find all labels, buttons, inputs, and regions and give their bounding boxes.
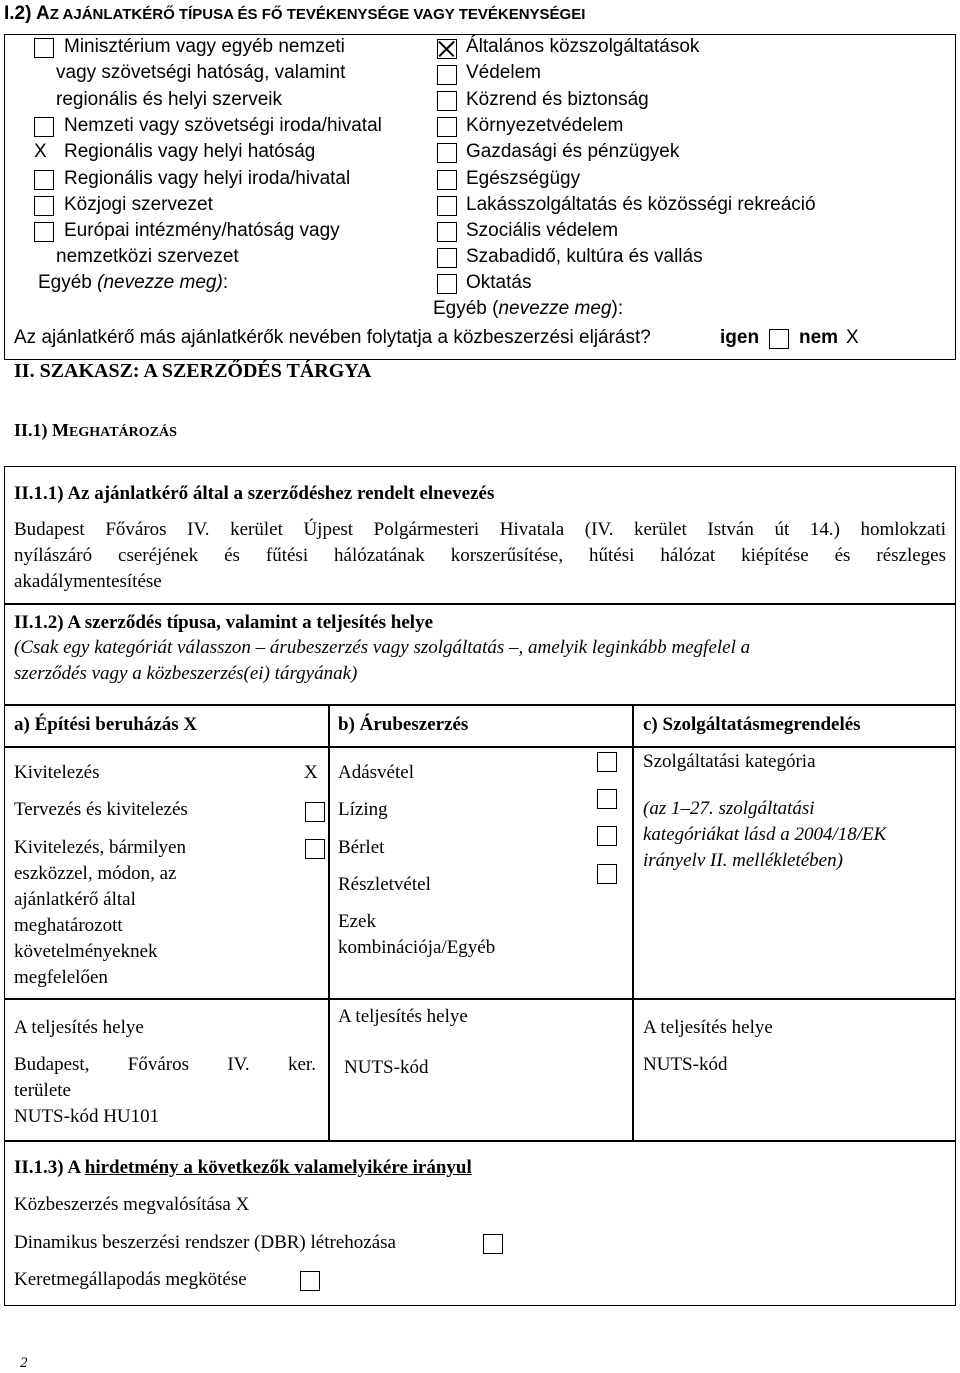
table-header-border	[4, 746, 956, 748]
option-national-office: Nemzeti vagy szövetségi iroda/hivatal	[64, 115, 382, 136]
checkbox-rental[interactable]	[597, 826, 617, 846]
checkbox-housing[interactable]	[437, 196, 457, 216]
col-b-place-label: A teljesítés helye	[338, 1006, 468, 1027]
option-public-order: Közrend és biztonság	[466, 89, 649, 110]
other-hint: (nevezze meg)	[97, 272, 223, 293]
col-b-item3: Bérlet	[338, 837, 385, 858]
checkbox-any-means[interactable]	[305, 839, 325, 859]
checkbox-health[interactable]	[437, 170, 457, 190]
option-housing: Lakásszolgáltatás és közösségi rekreáció	[466, 194, 816, 215]
ii13-item-dps: Dinamikus beszerzési rendszer (DBR) létrehozása	[14, 1232, 396, 1253]
checkbox-yes[interactable]	[769, 329, 789, 349]
table-col-divider-1	[328, 704, 330, 1141]
checkbox-design-build[interactable]	[305, 802, 325, 822]
col-c-category: Szolgáltatási kategória	[643, 751, 816, 772]
checkbox-ministry[interactable]	[34, 38, 54, 58]
col-b-item2: Lízing	[338, 799, 388, 820]
option-regional-authority: Regionális vagy helyi hatóság	[64, 141, 316, 162]
col-b-item1: Adásvétel	[338, 762, 414, 783]
table-col-divider-2	[632, 704, 634, 1141]
checkbox-general-services[interactable]	[437, 39, 457, 59]
ii12-note-line2: szerződés vagy a közbeszerzés(ei) tárgyának)	[14, 663, 358, 684]
ii11-text-line2: nyílászáró cseréjének és fűtési hálózatának korszerűsítése, hűtési hálózat kiépítése és részleges	[14, 545, 946, 566]
other-colon: :	[222, 272, 229, 293]
col-a-row3-line4: meghatározott	[14, 915, 123, 936]
checkbox-public-law-body[interactable]	[34, 196, 54, 216]
section-heading	[4, 3, 585, 25]
col-a-row1: Kivitelezés	[14, 762, 100, 783]
checkbox-regional-office[interactable]	[34, 170, 54, 190]
answer-yes-label: igen	[720, 327, 760, 348]
subsection-prefix: II.1) M	[14, 420, 69, 440]
col-a-place-value2: területe	[14, 1080, 71, 1101]
checkbox-environment[interactable]	[437, 117, 457, 137]
checkbox-public-order[interactable]	[437, 91, 457, 111]
ii13-item-framework: Keretmegállapodás megkötése	[14, 1269, 247, 1290]
ii12-note-line1: (Csak egy kategóriát válasszon – árubeszerzés vagy szolgáltatás –, amelyik leginkább megfelel a	[14, 637, 751, 658]
checkbox-dps[interactable]	[483, 1234, 503, 1254]
heading-rest: Z AJÁNLATKÉRŐ TÍPUSA ÉS FŐ TEVÉKENYSÉGE VAGY TEVÉKENYSÉGEI	[49, 6, 586, 23]
col-a-row3-line6: megfelelően	[14, 967, 108, 988]
ii13-item-procurement: Közbeszerzés megvalósítása X	[14, 1194, 250, 1215]
table-bottom-border	[4, 1140, 956, 1142]
ii12-title: II.1.2) A szerződés típusa, valamint a teljesítés helye	[14, 612, 434, 633]
col-a-row3-line2: eszközzel, módon, az	[14, 863, 177, 884]
checkbox-purchase[interactable]	[597, 752, 617, 772]
col-b-item5-line2: kombinációja/Egyéb	[338, 937, 496, 958]
col-c-note-line1: (az 1–27. szolgáltatási	[643, 798, 815, 819]
answer-no-label: nem	[799, 327, 839, 348]
col-a-place-value	[14, 1054, 316, 1076]
option-ministry-line3: regionális és helyi szerveik	[56, 89, 282, 110]
checkbox-defence[interactable]	[437, 65, 457, 85]
col-c-place-label: A teljesítés helye	[643, 1017, 773, 1038]
checkbox-recreation[interactable]	[437, 248, 457, 268]
col-a-nuts: NUTS-kód HU101	[14, 1106, 160, 1127]
checkbox-eu-institution[interactable]	[34, 222, 54, 242]
subsection-rest: EGHATÁROZÁS	[69, 425, 177, 440]
ii13-title	[14, 1157, 472, 1179]
col-c-note-line2: kategóriákat lásd a 2004/18/EK	[643, 824, 887, 845]
col-a-place-label: A teljesítés helye	[14, 1017, 144, 1038]
ii13-title-underlined: hirdetmény a következők valamelyikére irányul	[84, 1157, 472, 1178]
table-place-border	[4, 998, 956, 1000]
page-number: 2	[20, 1355, 28, 1371]
option-other-left	[38, 272, 228, 294]
place-word-2: Főváros	[127, 1054, 190, 1075]
checkbox-hire-purchase[interactable]	[597, 864, 617, 884]
col-a-row3-line3: ajánlatkérő által	[14, 889, 136, 910]
ii11-text-line3: akadálymentesítése	[14, 571, 162, 592]
option-recreation: Szabadidő, kultúra és vallás	[466, 246, 703, 267]
col-b-item4: Részletvétel	[338, 874, 431, 895]
subsection-definition	[14, 420, 177, 441]
option-ministry-line1: Minisztérium vagy egyéb nemzeti	[64, 36, 345, 57]
option-environment: Környezetvédelem	[466, 115, 624, 136]
checkbox-lease[interactable]	[597, 789, 617, 809]
other-label: Egyéb	[38, 272, 98, 293]
col-a-header: a) Építési beruházás X	[14, 714, 198, 735]
col-a-row3-line1: Kivitelezés, bármilyen	[14, 837, 186, 858]
option-ministry-line2: vagy szövetségi hatóság, valamint	[56, 62, 346, 83]
table-top-border	[4, 704, 956, 706]
joint-procurement-question: Az ajánlatkérő más ajánlatkérők nevében folytatja a közbeszerzési eljárást?	[14, 327, 651, 348]
option-education: Oktatás	[466, 272, 532, 293]
option-eu-institution-line1: Európai intézmény/hatóság vagy	[64, 220, 340, 241]
col-c-nuts: NUTS-kód	[643, 1054, 728, 1075]
col-c-header: c) Szolgáltatásmegrendelés	[643, 714, 861, 735]
col-c-note-line3: irányelv II. mellékletében)	[643, 850, 843, 871]
option-eu-institution-line2: nemzetközi szervezet	[56, 246, 239, 267]
other-colon-right: ):	[611, 298, 624, 319]
place-word-3: IV.	[227, 1054, 250, 1075]
ii11-title: II.1.1) Az ajánlatkérő által a szerződéshez rendelt elnevezés	[14, 483, 495, 504]
option-health: Egészségügy	[466, 168, 581, 189]
divider	[4, 603, 956, 605]
section-ii-heading: II. SZAKASZ: A SZERZŐDÉS TÁRGYA	[14, 360, 372, 382]
checkbox-education[interactable]	[437, 274, 457, 294]
place-word-1: Budapest,	[14, 1054, 90, 1075]
option-public-law-body: Közjogi szervezet	[64, 194, 213, 215]
checkbox-economic-affairs[interactable]	[437, 143, 457, 163]
other-hint-right: nevezze meg	[498, 298, 612, 319]
checkbox-national-office[interactable]	[34, 117, 54, 137]
option-economic-affairs: Gazdasági és pénzügyek	[466, 141, 680, 162]
ii13-title-prefix: II.1.3) A	[14, 1157, 85, 1178]
heading-prefix: I.2) A	[4, 3, 50, 24]
option-defence: Védelem	[466, 62, 541, 83]
col-a-row3-line5: követelményeknek	[14, 941, 158, 962]
checkbox-framework[interactable]	[300, 1271, 320, 1291]
other-label-right: Egyéb (	[433, 298, 499, 319]
checkbox-social-protection[interactable]	[437, 222, 457, 242]
mark-no: X	[846, 327, 859, 348]
option-general-services: Általános közszolgáltatások	[466, 36, 700, 57]
col-a-row2: Tervezés és kivitelezés	[14, 799, 188, 820]
col-b-item5-line1: Ezek	[338, 911, 376, 932]
option-regional-office: Regionális vagy helyi iroda/hivatal	[64, 168, 351, 189]
ii11-text-line1: Budapest Főváros IV. kerület Újpest Polgármesteri Hivatala (IV. kerület István út 14.) homlokzati	[14, 519, 946, 540]
col-a-row1-mark: X	[304, 762, 318, 783]
col-b-header: b) Árubeszerzés	[338, 714, 469, 735]
col-b-nuts: NUTS-kód	[344, 1057, 429, 1078]
mark-regional-authority: X	[34, 141, 47, 162]
option-social-protection: Szociális védelem	[466, 220, 619, 241]
place-word-4: ker.	[288, 1054, 316, 1075]
option-other-right	[433, 298, 623, 320]
